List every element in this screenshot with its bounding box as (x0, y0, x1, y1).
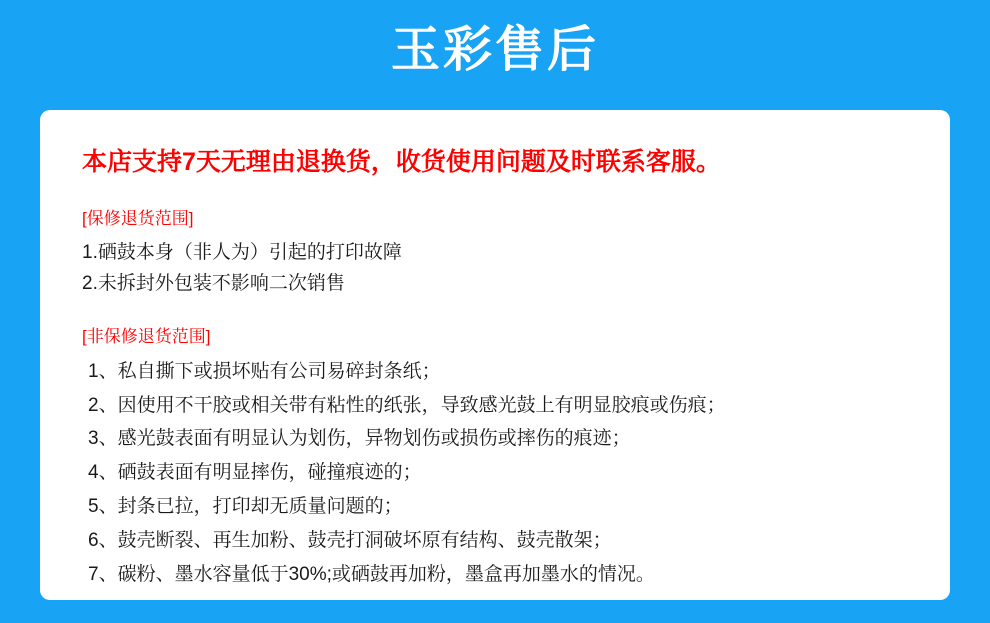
page-title: 玉彩售后 (390, 23, 599, 77)
list-item: 2.未拆封外包装不影响二次销售 (82, 273, 345, 295)
non-warranty-section-label: [非保修退货范围] (82, 326, 211, 346)
list-item: 7、碳粉、墨水容量低于30%;或硒鼓再加粉，墨盒再加墨水的情况。 (88, 563, 655, 585)
return-policy-notice: 本店支持7天无理由退换货，收货使用问题及时联系客服。 (82, 148, 721, 176)
warranty-section-label: [保修退货范围] (82, 209, 194, 228)
list-item: 4、硒鼓表面有明显摔伤，碰撞痕迹的； (88, 462, 422, 484)
list-item: 1、私自撕下或损坏贴有公司易碎封条纸； (88, 360, 441, 382)
warranty-scope-list (80, 237, 918, 300)
list-item: 6、鼓壳断裂、再生加粉、鼓壳打洞破坏原有结构、鼓壳散架； (88, 529, 612, 551)
list-item: 1.硒鼓本身（非人为）引起的打印故障 (82, 242, 402, 263)
list-item: 2、因使用不干胶或相关带有粘性的纸张，导致感光鼓上有明显胶痕或伤痕； (88, 394, 726, 416)
after-sales-card (40, 110, 950, 600)
list-item: 5、封条已拉，打印却无质量问题的； (88, 495, 403, 517)
non-warranty-scope-list (80, 355, 918, 592)
list-item: 3、感光鼓表面有明显认为划伤，异物划伤或损伤或摔伤的痕迹； (88, 428, 631, 450)
